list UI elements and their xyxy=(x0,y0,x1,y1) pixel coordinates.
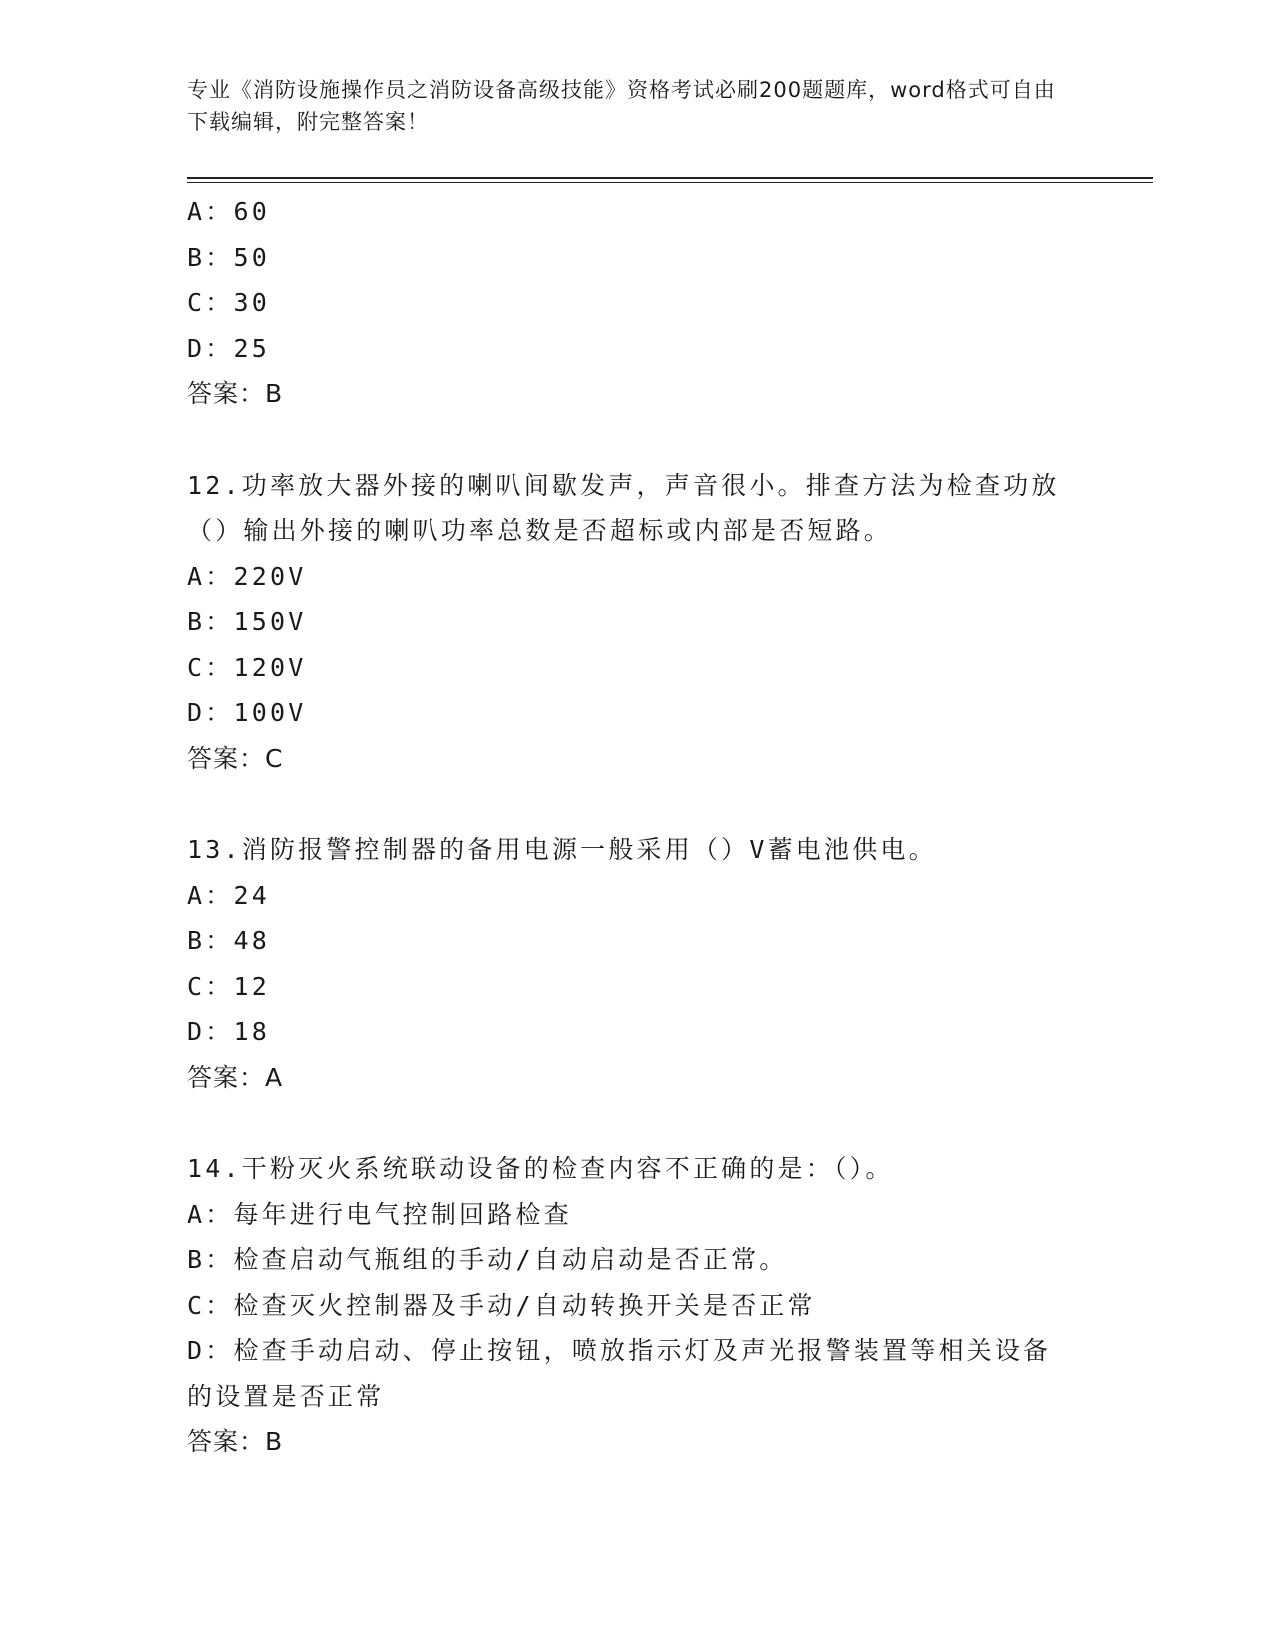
option-b: B：检查启动气瓶组的手动/自动启动是否正常。 xyxy=(187,1245,788,1274)
option-d: D：检查手动启动、停止按钮，喷放指示灯及声光报警装置等相关设备的设置是否正常 xyxy=(187,1336,1052,1411)
header-divider-thin xyxy=(187,182,1153,183)
option-d: D：100V xyxy=(187,698,307,727)
answer-label: 答案：B xyxy=(187,379,284,408)
question-text: 13.消防报警控制器的备用电源一般采用（）V蓄电池供电。 xyxy=(187,835,937,864)
option-a: A：每年进行电气控制回路检查 xyxy=(187,1199,572,1229)
answer-label: 答案：A xyxy=(187,1062,284,1092)
option-b: B：150V xyxy=(187,607,307,636)
question-14 xyxy=(187,1146,1087,1465)
question-list xyxy=(187,189,1087,1465)
option-a: A：220V xyxy=(187,561,307,591)
question-13 xyxy=(187,827,1087,1100)
option-b: B：48 xyxy=(187,926,270,955)
option-c: C：检查灭火控制器及手动/自动转换开关是否正常 xyxy=(187,1290,816,1320)
document-header: 专业《消防设施操作员之消防设备高级技能》资格考试必刷200题题库，word格式可自由下载编辑，附完整答案！ xyxy=(187,78,1056,134)
question-11 xyxy=(187,189,1087,417)
option-a: A：24 xyxy=(187,880,270,910)
option-c: C：120V xyxy=(187,652,307,682)
header-divider-thick xyxy=(187,177,1153,179)
option-d: D：25 xyxy=(187,333,270,363)
option-c: C：12 xyxy=(187,971,270,1001)
question-text: 14.干粉灭火系统联动设备的检查内容不正确的是：（）。 xyxy=(187,1154,894,1183)
option-c: C：30 xyxy=(187,288,270,317)
option-a: A：60 xyxy=(187,197,270,226)
option-b: B：50 xyxy=(187,242,270,272)
option-d: D：18 xyxy=(187,1017,270,1046)
question-text: 12.功率放大器外接的喇叭间歇发声，声音很小。排查方法为检查功放（）输出外接的喇叭功率总数是否超标或内部是否短路。 xyxy=(187,470,1060,545)
answer-label: 答案：B xyxy=(187,1427,284,1456)
question-12 xyxy=(187,463,1087,782)
answer-label: 答案：C xyxy=(187,743,284,773)
